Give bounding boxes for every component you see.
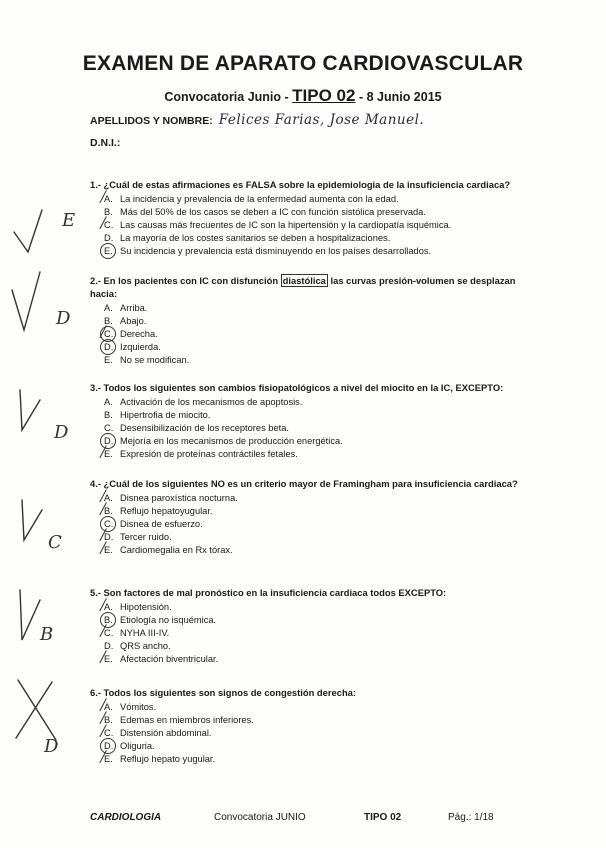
option-a — [104, 491, 530, 504]
dni-label: D.N.I.: — [90, 137, 121, 149]
exam-subtitle — [0, 86, 606, 106]
option-a — [104, 301, 530, 314]
margin-answer-q1: E — [62, 210, 76, 231]
margin-answer-q3: D — [54, 422, 69, 443]
option-d — [104, 434, 530, 447]
option-a — [104, 600, 530, 613]
footer-page-number: Pág.: 1/18 — [448, 812, 494, 823]
footer-tipo: TIPO 02 — [364, 812, 402, 823]
name-label: APELLIDOS Y NOMBRE: — [90, 115, 213, 127]
option-letter: C. — [104, 329, 120, 339]
option-letter: A. — [104, 702, 120, 712]
check-mark-q5 — [20, 590, 40, 640]
option-letter: E. — [104, 354, 113, 365]
option-letter: A. — [104, 194, 120, 204]
option-e — [104, 652, 530, 665]
option-text: Hipertrofia de miocito. — [120, 409, 211, 420]
option-letter: E. — [104, 449, 120, 459]
option-letter: E. — [104, 654, 120, 664]
option-letter: D. — [104, 342, 120, 352]
margin-answer-q2: D — [56, 308, 71, 329]
option-letter: C. — [104, 628, 120, 638]
strike-mark — [99, 541, 115, 559]
question-text: 1.- ¿Cuál de estas afirmaciones es FALSA sobre la epidemiologia de la insuficiencia cardiaca? — [90, 179, 511, 190]
option-b — [104, 314, 530, 327]
option-letter: C. — [104, 728, 120, 738]
option-letter: B. — [104, 506, 120, 516]
option-text: Las causas más frecuentes de IC son la hipertensión y la cardiopatía isquémica. — [120, 219, 452, 230]
option-text: Desensibilización de los receptores beta. — [120, 422, 289, 433]
option-d — [104, 530, 530, 543]
strike-mark — [99, 750, 115, 768]
option-e — [104, 353, 530, 366]
question-6 — [90, 686, 530, 765]
option-text: La mayoría de los costes sanitarios se deben a hospitalizaciones. — [120, 232, 391, 243]
margin-answer-q6: D — [44, 736, 59, 757]
option-text: Su incidencia y prevalencia está disminuyendo en los países desarrollados. — [120, 245, 432, 256]
option-text: Izquierda. — [120, 341, 161, 352]
option-letter: E. — [104, 545, 120, 555]
option-letter: C. — [104, 422, 114, 433]
question-1 — [90, 178, 530, 257]
option-letter: B. — [104, 715, 120, 725]
question-4 — [90, 477, 530, 556]
check-mark-q3 — [20, 390, 40, 430]
option-text: Tercer ruido. — [120, 531, 172, 542]
option-text: Distensión abdominal. — [120, 727, 212, 738]
subtitle-tipo: TIPO 02 — [292, 86, 356, 105]
option-a — [104, 395, 530, 408]
option-b — [104, 613, 530, 626]
option-c — [104, 218, 530, 231]
option-b — [104, 713, 530, 726]
option-letter: B. — [104, 206, 113, 217]
margin-grading-marks — [0, 0, 80, 848]
option-text: Reflujo hepatoyugular. — [120, 505, 213, 516]
option-d — [104, 340, 530, 353]
option-text: Abajo. — [120, 315, 147, 326]
option-text: Arriba. — [120, 302, 148, 313]
option-text: La incidencia y prevalencia de la enfermedad aumenta con la edad. — [120, 193, 399, 204]
student-name-row — [90, 112, 424, 128]
option-text: Disnea paroxística nocturna. — [120, 492, 238, 503]
option-letter: D. — [104, 436, 120, 446]
option-b — [104, 504, 530, 517]
margin-answer-q4: C — [48, 532, 62, 553]
option-letter: A. — [104, 302, 113, 313]
question-5 — [90, 586, 530, 665]
option-letter: A. — [104, 602, 120, 612]
option-letter: B. — [104, 615, 120, 625]
subtitle-suffix: - 8 Junio 2015 — [355, 90, 442, 104]
option-e — [104, 543, 530, 556]
option-text: Expresión de proteínas contráctiles fetales. — [120, 448, 298, 459]
option-letter: B. — [104, 315, 113, 326]
question-text: 2.- En los pacientes con IC con disfunción diastólica las curvas presión-volumen se desplazan hacia: — [90, 275, 516, 299]
answer-circle — [100, 339, 116, 355]
option-d — [104, 231, 530, 244]
question-text: 4.- ¿Cuál de los siguientes NO es un criterio mayor de Framingham para insuficiencia cardiaca? — [90, 478, 518, 489]
option-e — [104, 447, 530, 460]
option-c — [104, 327, 530, 340]
option-c — [104, 517, 530, 530]
question-text: 3.- Todos los siguientes son cambios fisiopatológicos a nivel del miocito en la IC, EXCEPTO: — [90, 382, 504, 393]
option-a — [104, 192, 530, 205]
option-c — [104, 726, 530, 739]
option-text: Más del 50% de los casos se deben a IC con función sistólica preservada. — [120, 206, 426, 217]
option-e — [104, 244, 530, 257]
option-letter: A. — [104, 493, 120, 503]
option-letter: C. — [104, 220, 120, 230]
cross-mark-q6 — [16, 680, 56, 740]
option-text: Reflujo hepato yugular. — [120, 753, 216, 764]
boxed-word: diastólica — [282, 275, 326, 286]
option-d — [104, 739, 530, 752]
option-letter: C. — [104, 519, 120, 529]
check-mark-q1 — [14, 210, 42, 252]
option-letter: D. — [104, 640, 114, 651]
check-mark-q4 — [22, 500, 42, 540]
option-e — [104, 752, 530, 765]
option-text: QRS ancho. — [120, 640, 171, 651]
strike-mark — [99, 650, 115, 668]
option-d — [104, 639, 530, 652]
check-mark-q2 — [12, 272, 40, 330]
handwritten-name: Felices Farias, Jose Manuel. — [218, 112, 425, 128]
option-letter: D. — [104, 232, 114, 243]
option-text: Activación de los mecanismos de apoptosis. — [120, 396, 303, 407]
option-text: Afectación biventricular. — [120, 653, 219, 664]
option-text: Vómitos. — [120, 701, 157, 712]
option-letter: A. — [104, 396, 113, 407]
page-title: EXAMEN DE APARATO CARDIOVASCULAR — [82, 52, 524, 75]
option-letter: D. — [104, 741, 120, 751]
question-3 — [90, 381, 530, 460]
option-text: Etiología no isquémica. — [120, 614, 217, 625]
option-letter: E. — [104, 754, 120, 764]
margin-answer-q5: B — [40, 624, 54, 645]
question-text: 6.- Todos los siguientes son signos de congestión derecha: — [90, 687, 357, 698]
option-text: Cardiomegalia en Rx tórax. — [120, 544, 233, 555]
option-b — [104, 408, 530, 421]
option-text: NYHA III-IV. — [120, 627, 170, 638]
option-letter: D. — [104, 532, 120, 542]
option-letter: B. — [104, 409, 113, 420]
option-b — [104, 205, 530, 218]
option-text: Edemas en miembros inferiores. — [120, 714, 254, 725]
option-a — [104, 700, 530, 713]
page-footer — [90, 812, 520, 823]
option-text: Mejoría en los mecanismos de producción energética. — [120, 435, 343, 446]
option-text: Oliguria. — [120, 740, 155, 751]
footer-convocatoria: Convocatoria JUNIO — [214, 812, 306, 823]
option-c — [104, 421, 530, 434]
option-text: Disnea de esfuerzo. — [120, 518, 203, 529]
option-text: No se modifican. — [120, 354, 190, 365]
option-text: Hipotensión. — [120, 601, 172, 612]
option-c — [104, 626, 530, 639]
option-text: Derecha. — [120, 328, 158, 339]
question-2 — [90, 274, 530, 366]
option-letter: E. — [104, 246, 120, 256]
answer-circle — [100, 243, 116, 259]
strike-mark — [99, 445, 115, 463]
footer-subject: CARDIOLOGIA — [90, 812, 162, 823]
question-text: 5.- Son factores de mal pronóstico en la insuficiencia cardiaca todos EXCEPTO: — [90, 587, 447, 598]
subtitle-prefix: Convocatoria Junio - — [164, 90, 293, 104]
